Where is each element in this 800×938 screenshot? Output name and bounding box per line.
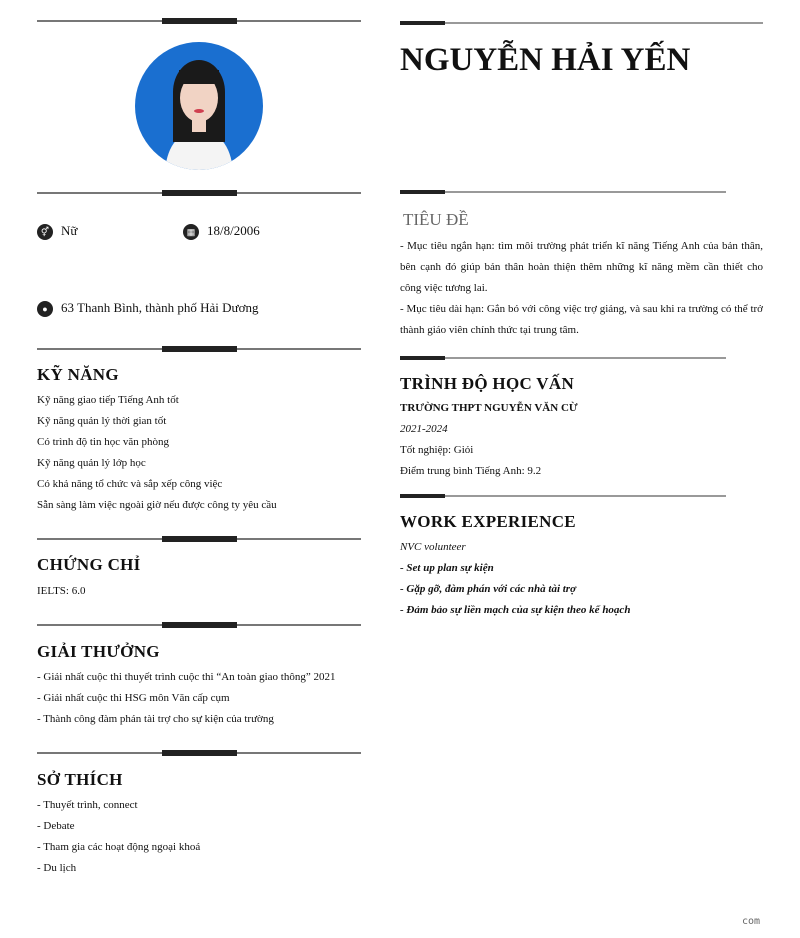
school-name: TRƯỜNG THPT NGUYỄN VĂN CỪ: [400, 402, 578, 414]
work-item: - Đảm bảo sự liền mạch của sự kiện theo kế hoạch: [400, 604, 631, 616]
calendar-icon: ▦: [183, 224, 199, 240]
divider: [37, 346, 361, 352]
address-value: 63 Thanh Bình, thành phố Hải Dương: [61, 300, 259, 315]
divider: [400, 190, 726, 194]
certificates-title: CHỨNG CHỈ: [37, 555, 141, 574]
divider: [37, 622, 361, 628]
divider: [400, 494, 726, 498]
certificate-item: IELTS: 6.0: [37, 585, 86, 597]
divider: [400, 356, 726, 360]
hobbies-title: SỞ THÍCH: [37, 770, 123, 789]
skill-item: Kỹ năng giao tiếp Tiếng Anh tốt: [37, 394, 179, 406]
dob-value: 18/8/2006: [207, 223, 260, 238]
hobbies-list: [37, 795, 200, 879]
school-years: 2021-2024: [400, 423, 448, 435]
footer-watermark: com: [742, 916, 761, 927]
skills-title: KỸ NĂNG: [37, 365, 119, 384]
certificates-list: [37, 581, 86, 602]
work-role: NVC volunteer: [400, 541, 466, 553]
gender-field: [37, 223, 77, 240]
skill-item: Có khả năng tổ chức và sắp xếp công việc: [37, 478, 223, 490]
work-item: - Gặp gỡ, đàm phán với các nhà tài trợ: [400, 583, 576, 595]
profile-photo: [135, 42, 263, 170]
hobby-item: - Du lịch: [37, 862, 77, 874]
skill-item: Kỹ năng quản lý lớp học: [37, 457, 146, 469]
objective-item: - Mục tiêu ngắn hạn: tìm môi trường phát triển kĩ năng Tiếng Anh của bản thân, bên cạnh đó giúp bản thân hoàn thiện thêm những kĩ năng mềm cần thiết cho công việc tương lai.: [400, 240, 763, 294]
english-score: Điểm trung bình Tiếng Anh: 9.2: [400, 465, 542, 477]
work-details: [400, 537, 630, 621]
divider: [37, 750, 361, 756]
award-item: - Thành công đàm phán tài trợ cho sự kiện của trường: [37, 713, 274, 725]
objective-item: - Mục tiêu dài hạn: Gắn bó với công việc trợ giảng, và sau khi ra trường có thể trở thành giáo viên chính thức tại trung tâm.: [400, 303, 763, 336]
skill-item: Sẵn sàng làm việc ngoài giờ nếu được công ty yêu cầu: [37, 499, 277, 511]
divider: [37, 536, 361, 542]
award-item: - Giải nhất cuộc thi thuyết trình cuộc thi “An toàn giao thông” 2021: [37, 671, 336, 683]
education-title: TRÌNH ĐỘ HỌC VẤN: [400, 374, 575, 393]
awards-list: [37, 667, 335, 730]
hobby-item: - Debate: [37, 820, 75, 832]
address-field: [37, 300, 258, 317]
divider: [37, 18, 361, 24]
objective-title: TIÊU ĐỀ: [403, 210, 469, 229]
award-item: - Giải nhất cuộc thi HSG môn Văn cấp cụm: [37, 692, 230, 704]
candidate-name: NGUYỄN HẢI YẾN: [400, 42, 691, 78]
divider: [37, 190, 361, 196]
work-item: - Set up plan sự kiện: [400, 562, 494, 574]
location-pin-icon: ●: [37, 301, 53, 317]
hobby-item: - Tham gia các hoạt động ngoại khoá: [37, 841, 201, 853]
skill-item: Kỹ năng quản lý thời gian tốt: [37, 415, 167, 427]
graduation-grade: Tốt nghiệp: Giỏi: [400, 444, 474, 456]
education-details: [400, 398, 578, 482]
gender-value: Nữ: [61, 223, 78, 238]
gender-icon: ⚥: [37, 224, 53, 240]
dob-field: [183, 223, 260, 240]
awards-title: GIẢI THƯỞNG: [37, 642, 160, 661]
divider: [400, 21, 763, 25]
skill-item: Có trình độ tin học văn phòng: [37, 436, 169, 448]
skills-list: [37, 390, 277, 516]
hobby-item: - Thuyết trình, connect: [37, 799, 138, 811]
work-title: WORK EXPERIENCE: [400, 512, 576, 531]
objective-text: [400, 236, 763, 341]
